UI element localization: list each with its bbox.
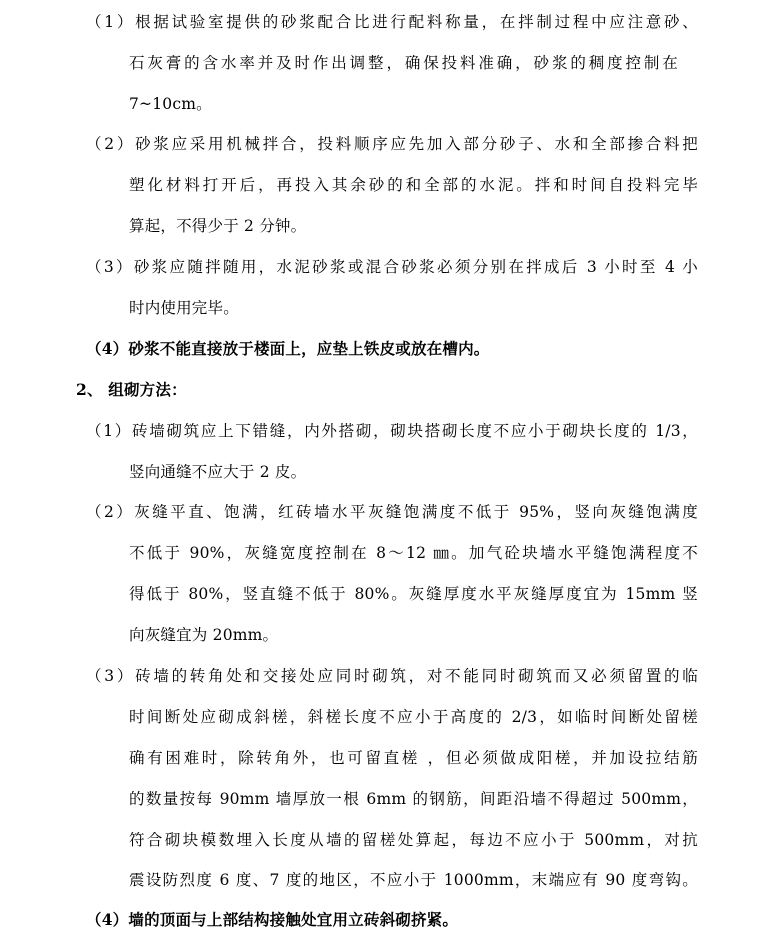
masonry-item-3-line-3: 确有困难时，除转角外，也可留直槎 ，但必须做成阳槎，并加设拉结筋 [129, 749, 698, 767]
mortar-item-2-line-3: 算起，不得少于 2 分钟。 [129, 217, 307, 235]
masonry-item-3-line-6: 震设防烈度 6 度、7 度的地区，不应小于 1000mm，末端应有 90 度弯钩。 [129, 871, 698, 889]
mortar-item-2-line-2: 塑化材料打开后，再投入其余砂的和全部的水泥。拌和时间自投料完毕 [129, 176, 698, 194]
masonry-item-2-line-3: 得低于 80%，竖直缝不低于 80%。灰缝厚度水平灰缝厚度宜为 15mm 竖 [129, 585, 698, 603]
masonry-item-3-line-2: 时间断处应砌成斜槎，斜槎长度不应小于高度的 2/3，如临时间断处留槎 [129, 708, 698, 726]
mortar-item-4-line-1: （4）砂浆不能直接放于楼面上，应垫上铁皮或放在槽内。 [86, 339, 490, 358]
masonry-heading: 2、 组砌方法： [76, 380, 187, 399]
mortar-item-2-line-1: （2）砂浆应采用机械拌合，投料顺序应先加入部分砂子、水和全部掺合料把 [86, 135, 698, 153]
masonry-item-2-line-2: 不低于 90%，灰缝宽度控制在 8～12 ㎜。加气砼块墙水平缝饱满程度不 [129, 544, 698, 562]
masonry-item-2-line-1: （2）灰缝平直、饱满，红砖墙水平灰缝饱满度不低于 95%，竖向灰缝饱满度 [86, 503, 698, 521]
mortar-item-3-line-1: （3）砂浆应随拌随用，水泥砂浆或混合砂浆必须分别在拌成后 3 小时至 4 小 [86, 258, 698, 276]
masonry-item-2-line-4: 向灰缝宜为 20mm。 [129, 626, 279, 644]
mortar-item-3-line-2: 时内使用完毕。 [129, 299, 239, 317]
mortar-item-1-line-2: 石灰膏的含水率并及时作出调整，确保投料准确，砂浆的稠度控制在 [129, 54, 678, 72]
masonry-item-3-line-1: （3）砖墙的转角处和交接处应同时砌筑，对不能同时砌筑而又必须留置的临 [86, 667, 698, 685]
masonry-item-3-line-5: 符合砌块模数埋入长度从墙的留槎处算起，每边不应小于 500mm，对抗 [129, 831, 698, 849]
masonry-item-1-line-1: （1）砖墙砌筑应上下错缝，内外搭砌，砌块搭砌长度不应小于砌块长度的 1/3， [86, 422, 698, 440]
masonry-item-4-line-1: （4）墙的顶面与上部结构接触处宜用立砖斜砌挤紧。 [86, 910, 459, 929]
masonry-item-1-line-2: 竖向通缝不应大于 2 皮。 [129, 463, 307, 481]
mortar-item-1-line-1: （1）根据试验室提供的砂浆配合比进行配料称量，在拌制过程中应注意砂、 [86, 13, 698, 31]
masonry-item-3-line-4: 的数量按每 90mm 墙厚放一根 6mm 的钢筋，间距沿墙不得超过 500mm， [129, 790, 698, 808]
mortar-item-1-line-3: 7~10cm。 [129, 95, 212, 113]
